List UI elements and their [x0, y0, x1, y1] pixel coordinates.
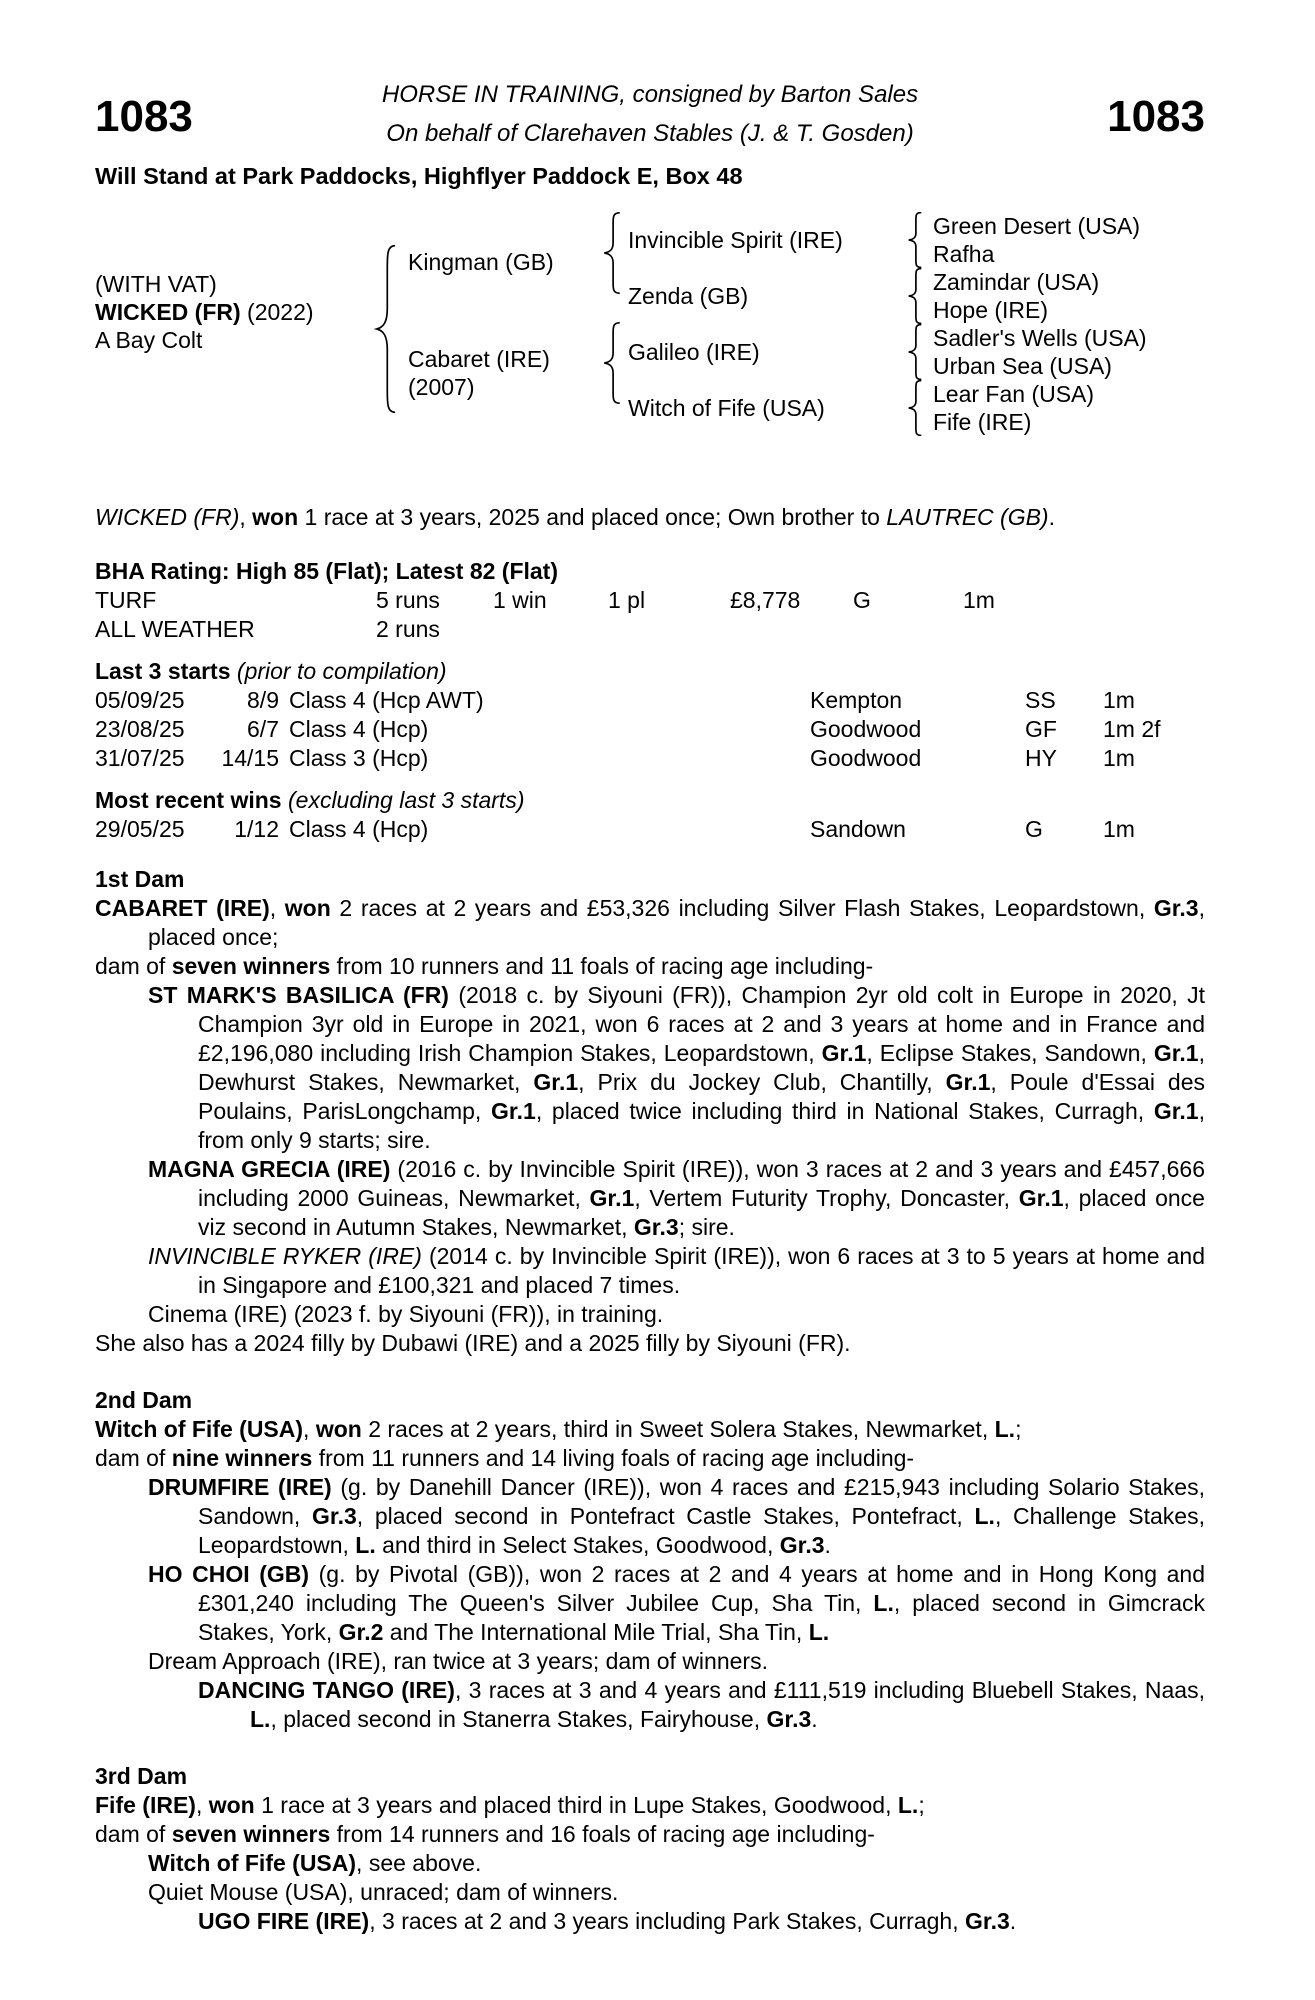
great-grandparent-6: Urban Sea (USA)	[933, 353, 1112, 379]
race-date: 29/05/25	[95, 816, 185, 842]
race-going: SS	[1025, 687, 1056, 713]
produce-entry: UGO FIRE (IRE), 3 races at 2 and 3 years including Park Stakes, Curragh, Gr.3.	[198, 1908, 1017, 1934]
race-position: 8/9	[247, 687, 279, 713]
recent-wins-table	[95, 815, 1205, 844]
great-grandparent-7: Lear Fan (USA)	[933, 381, 1095, 407]
grandsire-1: Invincible Spirit (IRE)	[628, 227, 843, 253]
race-venue: Sandown	[810, 816, 906, 842]
produce-entry: Witch of Fife (USA), see above.	[148, 1850, 482, 1876]
runs-value: 2 runs	[376, 616, 440, 642]
pedigree-brace	[906, 324, 924, 380]
bha-rating: BHA Rating: High 85 (Flat); Latest 82 (Flat)	[95, 558, 558, 584]
great-grandparent-8: Fife (IRE)	[933, 409, 1032, 435]
lot-header	[95, 82, 1205, 147]
produce-entry: Dream Approach (IRE), ran twice at 3 years; dam of winners.	[148, 1648, 768, 1674]
dam-produce-summary: dam of seven winners from 10 runners and 11 foals of racing age including-	[95, 953, 874, 979]
granddam-2: Witch of Fife (USA)	[628, 395, 825, 421]
great-grandparent-3: Zamindar (USA)	[933, 269, 1100, 295]
race-venue: Kempton	[810, 687, 903, 713]
race-date: 23/08/25	[95, 716, 185, 742]
granddam-1: Zenda (GB)	[628, 283, 749, 309]
pedigree-brace	[373, 244, 399, 414]
last-starts-table	[95, 686, 1205, 773]
race-distance: 1m 2f	[1103, 716, 1161, 742]
surface-stats-table	[95, 586, 1205, 644]
race-position: 14/15	[221, 745, 279, 771]
dam-entry: Witch of Fife (USA), won 2 races at 2 years, third in Sweet Solera Stakes, Newmarket, L.;	[95, 1416, 1022, 1442]
runs-value: 5 runs	[376, 587, 440, 613]
race-distance: 1m	[1103, 687, 1135, 713]
race-venue: Goodwood	[810, 745, 922, 771]
race-going: HY	[1025, 745, 1057, 771]
race-date: 31/07/25	[95, 745, 185, 771]
produce-entry: MAGNA GRECIA (IRE) (2016 c. by Invincible Spirit (IRE)), won 3 races at 2 and 3 years and £457,666 including 2000 Guineas, Newmarket, Gr.1, Vertem Futurity Trophy, Doncaster, Gr.1, placed once viz second in Autumn Stakes, Newmarket, Gr.3; sire.	[148, 1156, 1205, 1240]
great-grandparent-5: Sadler's Wells (USA)	[933, 325, 1147, 351]
second-dam-heading: 2nd Dam	[95, 1387, 193, 1413]
table-row	[95, 744, 1205, 773]
places-value: 1 pl	[608, 587, 646, 613]
race-class: Class 4 (Hcp AWT)	[289, 687, 484, 713]
distance-value: 1m	[963, 587, 995, 613]
first-dam-heading: 1st Dam	[95, 866, 185, 892]
dam-note: She also has a 2024 filly by Dubawi (IRE) and a 2025 filly by Siyouni (FR).	[95, 1330, 851, 1356]
table-row	[95, 615, 1205, 644]
race-class: Class 4 (Hcp)	[289, 716, 429, 742]
pedigree-brace	[601, 322, 623, 404]
pedigree-brace	[601, 212, 623, 294]
produce-entry: DANCING TANGO (IRE), 3 races at 3 and 4 years and £111,519 including Bluebell Stakes, Naas, L., placed second in Stanerra Stakes, Fairyhouse, Gr.3.	[198, 1677, 1205, 1732]
race-going: G	[1025, 816, 1043, 842]
grandsire-2: Galileo (IRE)	[628, 339, 760, 365]
surface-label: ALL WEATHER	[95, 616, 255, 642]
stand-location: Will Stand at Park Paddocks, Highflyer Paddock E, Box 48	[95, 163, 743, 189]
table-row	[95, 715, 1205, 744]
race-date: 05/09/25	[95, 687, 185, 713]
last-starts-heading	[95, 657, 1205, 686]
dam-entry: Fife (IRE), won 1 race at 3 years and placed third in Lupe Stakes, Goodwood, L.;	[95, 1792, 925, 1818]
third-dam-heading: 3rd Dam	[95, 1763, 188, 1789]
pedigree-brace	[906, 212, 924, 268]
dam-year: (2007)	[408, 374, 475, 400]
race-distance: 1m	[1103, 745, 1135, 771]
dam-entry: CABARET (IRE), won 2 races at 2 years and £53,326 including Silver Flash Stakes, Leopardstown, Gr.3, placed once;	[95, 895, 1205, 950]
vat-note: (WITH VAT)	[95, 271, 217, 297]
subject-year: (2022)	[247, 299, 314, 325]
race-venue: Goodwood	[810, 716, 922, 742]
pedigree-brace	[906, 380, 924, 436]
recent-wins-heading	[95, 786, 1205, 815]
race-class: Class 4 (Hcp)	[289, 816, 429, 842]
recent-wins-title: Most recent wins	[95, 787, 282, 813]
produce-entry: Quiet Mouse (USA), unraced; dam of winners.	[148, 1879, 619, 1905]
race-distance: 1m	[1103, 816, 1135, 842]
race-class: Class 3 (Hcp)	[289, 745, 429, 771]
last-starts-title: Last 3 starts	[95, 658, 231, 684]
dam-name: Cabaret (IRE)	[408, 346, 550, 372]
dam-produce-summary: dam of seven winners from 14 runners and 16 foals of racing age including-	[95, 1821, 875, 1847]
recent-wins-subtitle: (excluding last 3 starts)	[288, 787, 525, 813]
sire-name: Kingman (GB)	[408, 249, 554, 275]
produce-entry: DRUMFIRE (IRE) (g. by Danehill Dancer (IRE)), won 4 races and £215,943 including Solario Stakes, Sandown, Gr.3, placed second in Pontefract Castle Stakes, Pontefract, L., Challenge Stakes, Leopardstown, L. and third in Select Stakes, Goodwood, Gr.3.	[148, 1474, 1205, 1558]
produce-entry: ST MARK'S BASILICA (FR) (2018 c. by Siyouni (FR)), Champion 2yr old colt in Europe in 2020, Jt Champion 3yr old in Europe in 2021, won 6 races at 2 and 3 years at home and in France and £2,196,080 including Irish Champion Stakes, Leopardstown, Gr.1, Eclipse Stakes, Sandown, Gr.1, Dewhurst Stakes, Newmarket, Gr.1, Prix du Jockey Club, Chantilly, Gr.1, Poule d'Essai des Poulains, ParisLongchamp, Gr.1, placed twice including third in National Stakes, Curragh, Gr.1, from only 9 starts; sire.	[148, 982, 1205, 1153]
produce-entry: Cinema (IRE) (2023 f. by Siyouni (FR)), in training.	[148, 1301, 664, 1327]
wins-value: 1 win	[493, 587, 547, 613]
earnings-value: £8,778	[730, 587, 801, 613]
great-grandparent-4: Hope (IRE)	[933, 297, 1049, 323]
lot-number-right: 1083	[1107, 92, 1205, 141]
going-value: G	[853, 587, 871, 613]
great-grandparent-1: Green Desert (USA)	[933, 213, 1141, 239]
produce-entry: HO CHOI (GB) (g. by Pivotal (GB)), won 2 races at 2 and 4 years at home and in Hong Kong and £301,240 including The Queen's Silver Jubilee Cup, Sha Tin, L., placed second in Gimcrack Stakes, York, Gr.2 and The International Mile Trial, Sha Tin, L.	[148, 1561, 1205, 1645]
table-row	[95, 586, 1205, 615]
consignor-titles	[265, 82, 1035, 147]
consignor-line: HORSE IN TRAINING, consigned by Barton Sales	[381, 81, 919, 108]
race-position: 1/12	[234, 816, 279, 842]
table-row	[95, 686, 1205, 715]
surface-label: TURF	[95, 587, 157, 613]
lot-number-left: 1083	[95, 92, 193, 141]
pedigree-tree	[95, 204, 1205, 446]
subject-horse	[95, 298, 314, 326]
pedigree-brace	[906, 268, 924, 324]
on-behalf-line: On behalf of Clarehaven Stables (J. & T. Gosden)	[386, 120, 914, 147]
subject-description: A Bay Colt	[95, 327, 203, 353]
race-summary: WICKED (FR), won 1 race at 3 years, 2025 and placed once; Own brother to LAUTREC (GB).	[95, 504, 1055, 530]
great-grandparent-2: Rafha	[933, 241, 995, 267]
subject-name: WICKED (FR)	[95, 299, 241, 325]
race-position: 6/7	[247, 716, 279, 742]
last-starts-subtitle: (prior to compilation)	[236, 658, 447, 684]
produce-entry: INVINCIBLE RYKER (IRE) (2014 c. by Invincible Spirit (IRE)), won 6 races at 3 to 5 years at home and in Singapore and £100,321 and placed 7 times.	[148, 1243, 1205, 1298]
race-going: GF	[1025, 716, 1057, 742]
table-row	[95, 815, 1205, 844]
dam-produce-summary: dam of nine winners from 11 runners and 14 living foals of racing age including-	[95, 1445, 915, 1471]
